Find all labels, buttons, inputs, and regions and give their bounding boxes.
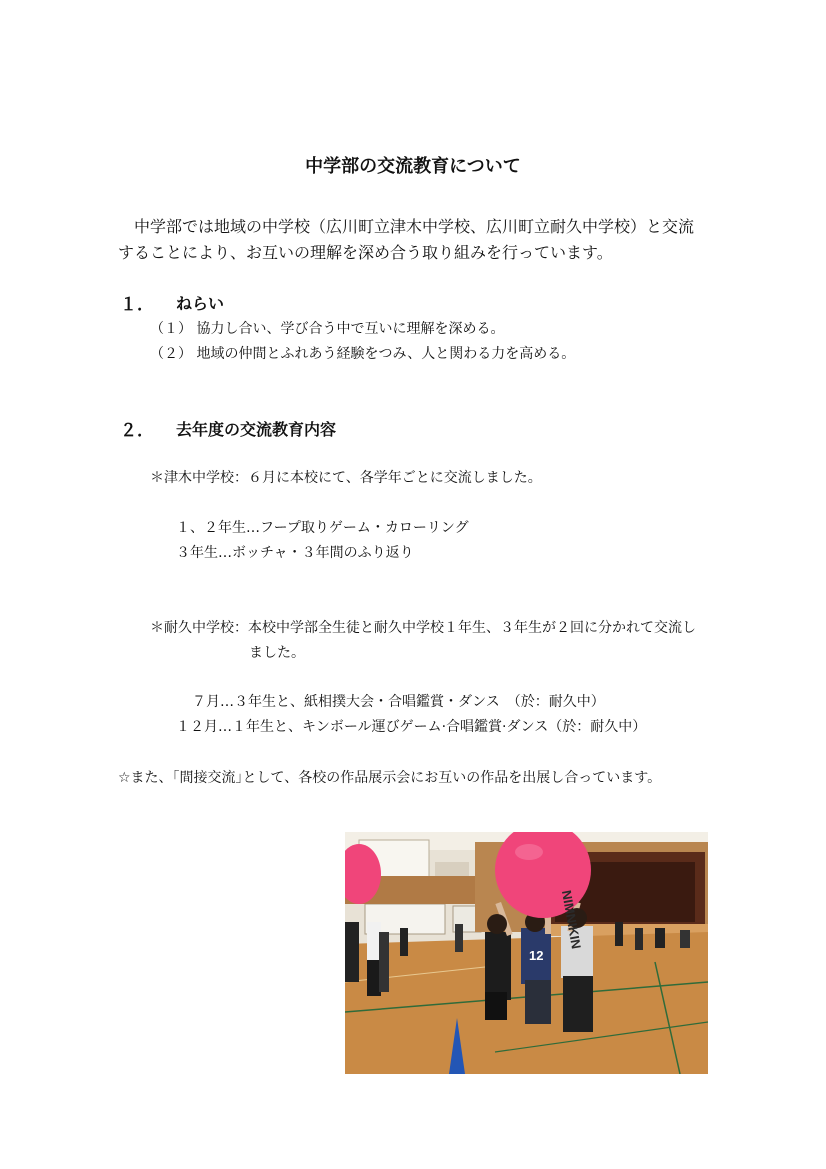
tsugi-detail-1: １、２年生…フープ取りゲーム・カローリング	[176, 520, 469, 536]
taikyu-line-2: ました。	[249, 645, 305, 661]
tsugi-detail-2: ３年生…ボッチャ・３年間のふり返り	[176, 545, 414, 561]
section1-heading: ねらい	[176, 294, 225, 313]
jersey-number: 12	[529, 948, 544, 963]
ball-print: NIMNIKIN	[558, 889, 585, 950]
section2-number: ２．	[120, 421, 154, 441]
activity-photo	[345, 832, 708, 1074]
taikyu-detail-1: ７月…３年生と、紙相撲大会・合唱鑑賞・ダンス （於：耐久中）	[192, 694, 605, 710]
intro-line-1: 中学部では地域の中学校（広川町立津木中学校、広川町立耐久中学校）と交流	[118, 217, 695, 236]
section2-heading: 去年度の交流教育内容	[176, 420, 337, 439]
section1-item-1: （１） 協力し合い、学び合う中で互いに理解を深める。	[150, 321, 505, 337]
page-title: 中学部の交流教育について	[305, 156, 521, 177]
section1-number: １．	[120, 295, 154, 315]
intro-line-2: することにより、お互いの理解を深め合う取り組みを行っています。	[118, 243, 613, 262]
indirect-exchange-note: ☆また、｢間接交流｣として、各校の作品展示会にお互いの作品を出展し合っています。	[118, 770, 662, 786]
tsugi-line: ＊津木中学校：６月に本校にて、各学年ごとに交流しました。	[150, 470, 542, 486]
taikyu-line-1: ＊耐久中学校：本校中学部全生徒と耐久中学校１年生、３年生が２回に分かれて交流し	[150, 620, 696, 636]
taikyu-detail-2: １２月…１年生と、キンボール運びゲーム·合唱鑑賞·ダンス（於：耐久中）	[176, 719, 647, 735]
section1-item-2: （２） 地域の仲間とふれあう経験をつみ、人と関わる力を高める。	[150, 346, 576, 362]
